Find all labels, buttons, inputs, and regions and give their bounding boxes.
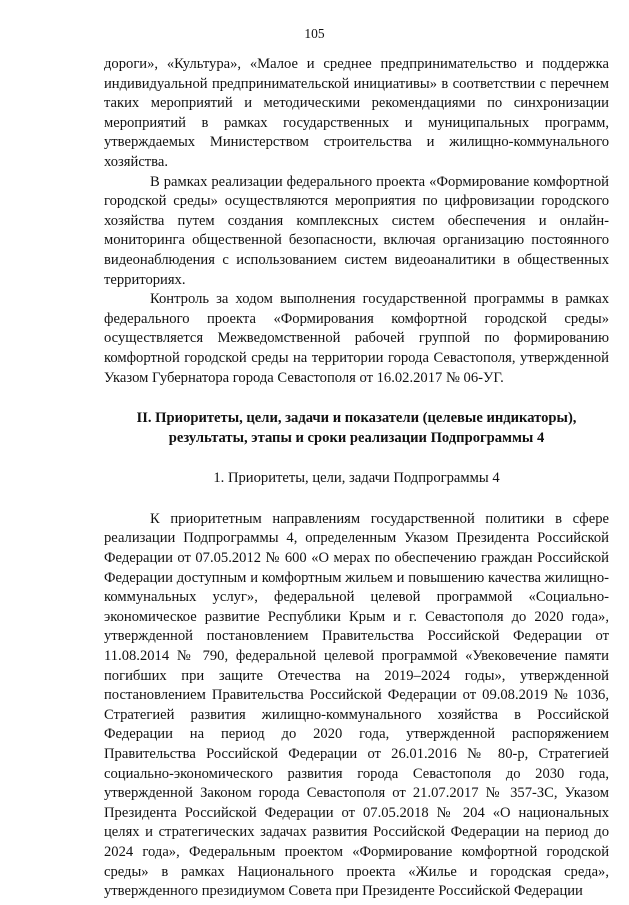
page-number: 105	[304, 26, 325, 41]
paragraph-continuation: дороги», «Культура», «Малое и среднее предпринимательство и поддержка индивидуальной предпринимательской инициативы» в соответствии с перечнем таких мероприятий и методическими рекомендациями по синхронизации мероприятий в рамках государственных и муниципальных программ, утверждаемых Министерством строительства и жилищно-коммунального хозяйства.	[104, 56, 609, 170]
page-content	[104, 55, 609, 902]
paragraph-control: Контроль за ходом выполнения государственной программы в рамках федерального проекта «Формирования комфортной городской среды» осуществляется Межведомственной рабочей группой по формированию комфортной городской среды на территории города Севастополя, утвержденной Указом Губернатора города Севастополя от 16.02.2017 № 06-УГ.	[104, 291, 609, 386]
spacer	[104, 489, 609, 510]
spacer	[104, 448, 609, 469]
paragraph-priorities: К приоритетным направлениям государственной политики в сфере реализации Подпрограммы 4, определенным Указом Президента Российской Федерации от 07.05.2012 № 600 «О мерах по обеспечению граждан Российской Федерации доступным и комфортным жильем и повышению качества жилищно-коммунальных услуг», федеральной целевой программой «Социально-экономическое развитие Республики Крым и г. Севастополя до 2020 года», утвержденной постановлением Правительства Российской Федерации от 11.08.2014 № 790, федеральной целевой программой «Увековечение памяти погибших при защите Отечества на 2019–2024 годы», утвержденной постановлением Правительства Российской Федерации от 09.08.2019 № 1036, Стратегией развития жилищно-коммунального хозяйства в Российской Федерации на период до 2020 года, утвержденной распоряжением Правительства Российской Федерации от 26.01.2016 № 80-р, Стратегией социально-экономического развития города Севастополя до 2030 года, утвержденной Законом города Севастополя от 21.07.2017 № 357-ЗС, Указом Президента Российской Федерации от 07.05.2018 № 204 «О национальных целях и стратегических задачах развития Российской Федерации на период до 2024 года», Федеральным проектом «Формирование комфортной городской среды» в рамках Национального проекта «Жилье и городская среда», утвержденного президиумом Совета при Президенте Российской Федерации	[104, 510, 609, 900]
paragraph-digitalization: В рамках реализации федерального проекта «Формирование комфортной городской среды» осуществляются мероприятия по цифровизации городского хозяйства путем создания комплексных систем обеспечения и онлайн-мониторинга общественной безопасности, включая организацию постоянного видеонаблюдения с использованием систем видеоаналитики в общественных территориях.	[104, 173, 609, 288]
spacer	[104, 388, 609, 409]
section-heading: II. Приоритеты, цели, задачи и показатели (целевые индикаторы), результаты, этапы и сроки реализации Подпрограммы 4	[136, 410, 577, 446]
subsection-heading: 1. Приоритеты, цели, задачи Подпрограммы 4	[213, 470, 500, 487]
